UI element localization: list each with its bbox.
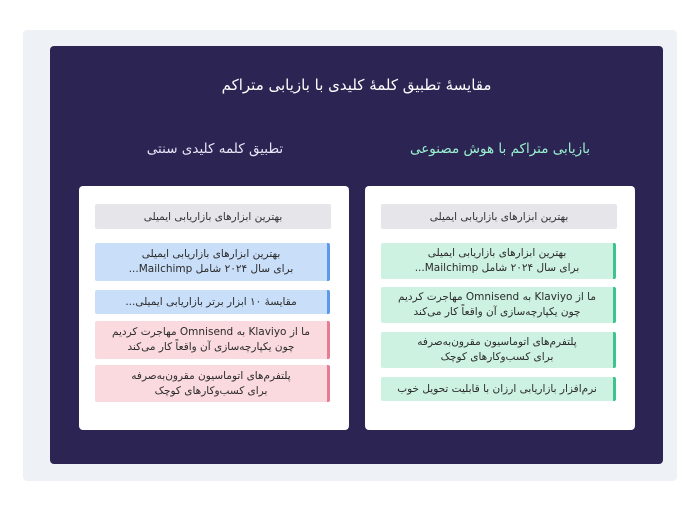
keyword-result-2	[95, 290, 330, 314]
ai-result-2	[381, 287, 616, 323]
ai-result-1-line1: بهترین ابزارهای بازاریابی ایمیلی	[427, 247, 567, 259]
ai-result-2-line2: چون یکپارچه‌سازی آن واقعاً کار می‌کند	[413, 306, 581, 318]
ai-column-heading: بازیابی متراکم با هوش مصنوعی	[409, 141, 591, 157]
ai-result-1	[381, 243, 616, 279]
keyword-result-1	[95, 243, 330, 281]
ai-result-4	[381, 377, 616, 401]
keyword-result-1-line1: بهترین ابزارهای بازاریابی ایمیلی	[141, 248, 281, 260]
keyword-result-3-line2: چون یکپارچه‌سازی آن واقعاً کار می‌کند	[127, 341, 295, 353]
keyword-result-3-line1: ما از Klaviyo به Omnisend مهاجرت کردیم	[112, 326, 310, 338]
keyword-result-4-line2: برای کسب‌وکارهای کوچک	[154, 384, 268, 397]
ai-query-box: بهترین ابزارهای بازاریابی ایمیلی	[381, 204, 617, 229]
keyword-result-4-line1: پلتفرم‌های اتوماسیون مقرون‌به‌صرفه	[131, 369, 291, 382]
ai-result-4-line1: نرم‌افزار بازاریابی ارزان با قابلیت تحویل خوب	[397, 382, 597, 395]
keyword-result-4	[95, 365, 330, 402]
keyword-result-3	[95, 321, 330, 359]
ai-result-3-line2: برای کسب‌وکارهای کوچک	[440, 351, 554, 363]
keyword-results-card	[79, 186, 349, 430]
ai-result-1-line2: برای سال ۲۰۲۴ شامل Mailchimp...	[414, 262, 580, 274]
keyword-query-box: بهترین ابزارهای بازاریابی ایمیلی	[95, 204, 331, 229]
keyword-result-1-line2: برای سال ۲۰۲۴ شامل Mailchimp...	[128, 263, 294, 275]
keyword-result-2-line1: مقایسهٔ ۱۰ ابزار برتر بازاریابی ایمیلی...	[125, 295, 297, 308]
ai-result-3	[381, 332, 616, 368]
diagram-title: مقایسهٔ تطبیق کلمهٔ کلیدی با بازیابی متراکم	[221, 76, 492, 94]
keyword-column-heading: تطبیق کلمه کلیدی سنتی	[146, 141, 284, 157]
ai-result-2-line1: ما از Klaviyo به Omnisend مهاجرت کردیم	[398, 291, 596, 303]
ai-result-3-line1: پلتفرم‌های اتوماسیون مقرون‌به‌صرفه	[417, 336, 577, 348]
ai-results-card	[365, 186, 635, 430]
comparison-panel	[50, 46, 663, 464]
